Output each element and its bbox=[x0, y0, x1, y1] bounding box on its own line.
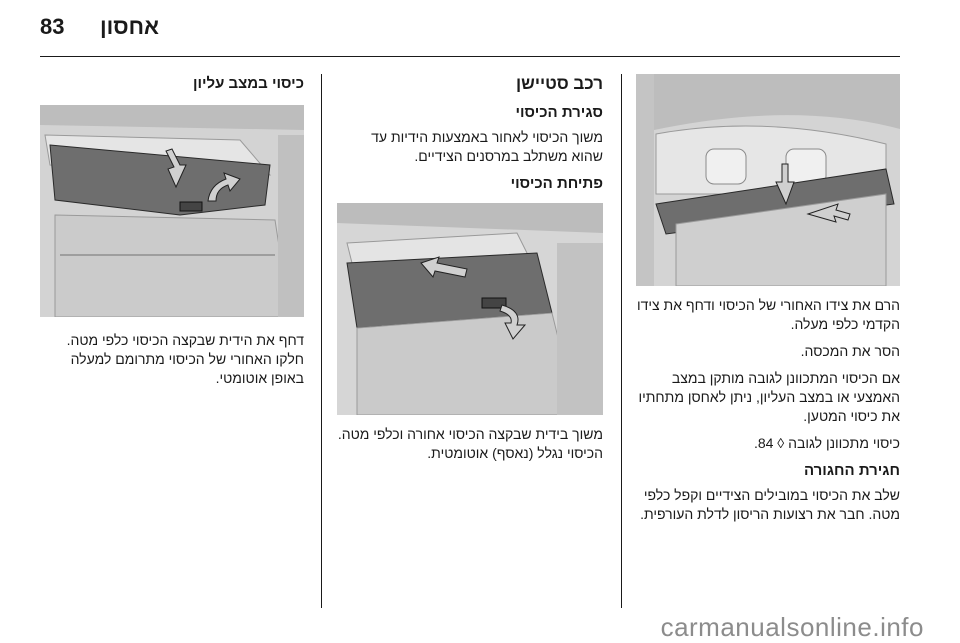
middle-p2: משוך בידית שבקצה הכיסוי אחורה וכלפי מטה. הכיסוי נגלל (נאסף) אוטומטית. bbox=[337, 426, 603, 461]
figure-cargo-cover-remove bbox=[636, 74, 900, 286]
right-column bbox=[636, 74, 900, 532]
right-p1: הרם את צידו האחורי של הכיסוי ודחף את צידו הקדמי כלפי מעלה. bbox=[636, 297, 900, 332]
heading-station-wagon: רכב סטיישן bbox=[516, 74, 603, 93]
header-rule bbox=[40, 56, 900, 57]
figure-cargo-cover-open bbox=[337, 203, 603, 415]
column-divider-right bbox=[621, 74, 622, 608]
heading-cover-upper-position: כיסוי במצב עליון bbox=[192, 75, 304, 92]
cargo-cover-open-illustration bbox=[337, 203, 603, 415]
page-title: אחסון bbox=[100, 14, 160, 39]
page-number: 83 bbox=[40, 14, 65, 39]
middle-column bbox=[337, 74, 603, 471]
middle-p1: משוך הכיסוי לאחור באמצעות הידיות עד שהוא משתלב במרסנים הצידיים. bbox=[371, 129, 603, 164]
figure-cargo-cover-upper bbox=[40, 105, 304, 317]
left-p1: דחף את הידית שבקצה הכיסוי כלפי מטה. חלקו האחורי של הכיסוי מתרומם למעלה באופן אוטומטי. bbox=[66, 332, 304, 386]
right-heading-strap: חגירת החגורה bbox=[803, 462, 900, 479]
right-p3: אם הכיסוי המתכוונן לגובה מותקן במצב האמצעי או במצב העליון, ניתן לאחסן מתחתיו את כיסוי המטען. bbox=[638, 370, 900, 424]
cargo-cover-upper-illustration bbox=[40, 105, 304, 317]
left-column bbox=[40, 74, 304, 396]
heading-open-cover: פתיחת הכיסוי bbox=[510, 175, 603, 192]
right-p5: שלב את הכיסוי במובילים הצידיים וקפל כלפי מטה. חבר את רצועות הריסון לדלת העורפית. bbox=[640, 487, 900, 522]
right-p4: כיסוי מתכוונן לגובה ◊ 84. bbox=[753, 435, 900, 451]
right-p2: הסר את המכסה. bbox=[800, 343, 900, 359]
cargo-cover-remove-illustration bbox=[636, 74, 900, 286]
heading-close-cover: סגירת הכיסוי bbox=[515, 104, 603, 121]
watermark: carmanualsonline.info bbox=[660, 612, 924, 642]
column-divider-left bbox=[321, 74, 322, 608]
